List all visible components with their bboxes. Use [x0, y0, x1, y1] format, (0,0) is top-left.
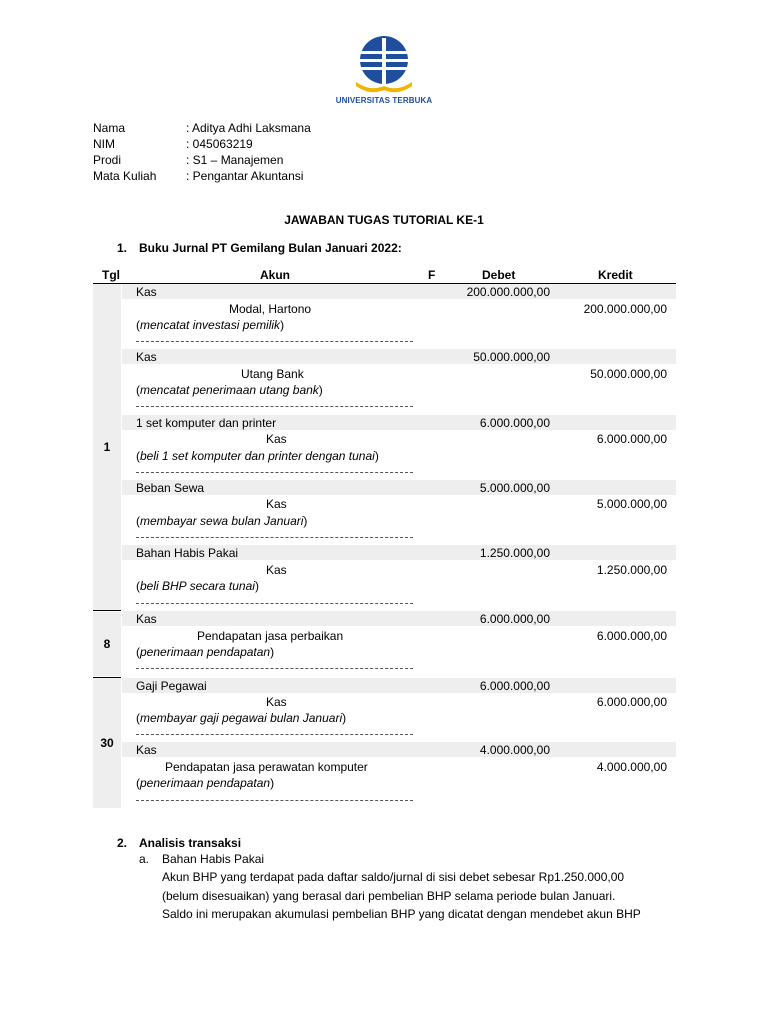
entry-note-text: penerimaan pendapatan [140, 645, 271, 659]
entry-note: (membayar gaji pegawai bulan Januari) [136, 711, 347, 725]
entry-kredit-amount: 6.000.000,00 [596, 629, 667, 643]
entry-credit-account: Modal, Hartono [229, 302, 312, 316]
entry-note: (mencatat penerimaan utang bank) [136, 383, 323, 397]
entry-credit-account: Pendapatan jasa perawatan komputer [165, 760, 368, 774]
entry-separator [136, 800, 413, 801]
entry-note: (beli BHP secara tunai) [136, 579, 259, 593]
paragraph-line: (belum disesuaikan) yang berasal dari pembelian BHP selama periode bulan Januari. [162, 889, 616, 903]
entry-credit-account: Utang Bank [241, 367, 304, 381]
info-label-prodi: Prodi [93, 153, 122, 167]
date-cell: 8 [103, 637, 111, 651]
entry-debit-account: Bahan Habis Pakai [136, 546, 239, 560]
entry-note-text: mencatat investasi pemilik [140, 318, 281, 332]
entry-separator [136, 472, 413, 473]
entry-note-text: membayar gaji pegawai bulan Januari [140, 711, 343, 725]
entry-note: (membayar sewa bulan Januari) [136, 514, 308, 528]
entry-debet-amount: 5.000.000,00 [479, 481, 550, 495]
col-header-akun: Akun [260, 268, 290, 282]
info-label-nama: Nama [93, 121, 126, 135]
entry-debit-account: Kas [136, 612, 157, 626]
entry-note: (penerimaan pendapatan) [136, 645, 275, 659]
entry-credit-account: Pendapatan jasa perbaikan [197, 629, 344, 643]
entry-debet-amount: 200.000.000,00 [466, 285, 550, 299]
subsection-letter: a. [139, 852, 150, 866]
section-1-title: Buku Jurnal PT Gemilang Bulan Januari 2022: [139, 241, 402, 255]
page-title: JAWABAN TUGAS TUTORIAL KE-1 [284, 213, 484, 227]
section-1-number: 1. [117, 241, 128, 255]
logo-text: UNIVERSITAS TERBUKA [335, 96, 433, 105]
row-shade [122, 480, 676, 495]
paragraph-line: Akun BHP yang terdapat pada daftar saldo/jurnal di sisi debet sebesar Rp1.250.000,00 [162, 870, 625, 884]
entry-note-text: beli BHP secara tunai [140, 579, 255, 593]
date-group-divider [93, 610, 121, 611]
entry-separator [136, 668, 413, 669]
entry-debit-account: Kas [136, 285, 157, 299]
entry-kredit-amount: 1.250.000,00 [596, 563, 667, 577]
info-label-nim: NIM [93, 137, 115, 151]
entry-separator [136, 341, 413, 342]
info-value-prodi: : S1 – Manajemen [186, 153, 284, 167]
entry-credit-account: Kas [266, 563, 287, 577]
entry-credit-account: Kas [266, 432, 287, 446]
row-shade [122, 284, 676, 299]
section-2-title: Analisis transaksi [139, 836, 242, 850]
entry-kredit-amount: 6.000.000,00 [596, 432, 667, 446]
info-value-nama: : Aditya Adhi Laksmana [186, 121, 311, 135]
entry-note-text: mencatat penerimaan utang bank [140, 383, 319, 397]
entry-debit-account: Gaji Pegawai [136, 679, 207, 693]
date-cell: 30 [100, 736, 114, 750]
paragraph-line: Saldo ini merupakan akumulasi pembelian BHP yang dicatat dengan mendebet akun BHP [162, 907, 641, 921]
entry-note-text: beli 1 set komputer dan printer dengan tunai [140, 449, 375, 463]
info-value-mata-kuliah: : Pengantar Akuntansi [186, 169, 304, 183]
section-2-number: 2. [117, 836, 128, 850]
entry-kredit-amount: 50.000.000,00 [590, 367, 667, 381]
entry-debet-amount: 6.000.000,00 [479, 612, 550, 626]
entry-debet-amount: 6.000.000,00 [479, 679, 550, 693]
col-header-f: F [428, 268, 436, 282]
entry-note: (penerimaan pendapatan) [136, 776, 275, 790]
entry-credit-account: Kas [266, 695, 287, 709]
date-cell: 1 [103, 440, 111, 454]
entry-separator [136, 734, 413, 735]
entry-debit-account: Kas [136, 350, 157, 364]
col-header-kredit: Kredit [598, 268, 633, 282]
entry-debet-amount: 1.250.000,00 [479, 546, 550, 560]
entry-debet-amount: 6.000.000,00 [479, 416, 550, 430]
row-shade [122, 611, 676, 626]
entry-debit-account: Beban Sewa [136, 481, 205, 495]
entry-separator [136, 603, 413, 604]
info-value-nim: : 045063219 [186, 137, 253, 151]
entry-kredit-amount: 6.000.000,00 [596, 695, 667, 709]
entry-kredit-amount: 4.000.000,00 [596, 760, 667, 774]
entry-note: (mencatat investasi pemilik) [136, 318, 285, 332]
entry-debit-account: 1 set komputer dan printer [136, 416, 277, 430]
date-group-divider [93, 677, 121, 678]
row-shade [122, 349, 676, 364]
entry-debet-amount: 4.000.000,00 [479, 743, 550, 757]
info-label-mata-kuliah: Mata Kuliah [93, 169, 157, 183]
subsection-title: Bahan Habis Pakai [162, 852, 265, 866]
col-header-debet: Debet [482, 268, 516, 282]
entry-debet-amount: 50.000.000,00 [473, 350, 550, 364]
entry-separator [136, 537, 413, 538]
entry-kredit-amount: 200.000.000,00 [583, 302, 667, 316]
col-header-tgl: Tgl [102, 268, 120, 282]
entry-kredit-amount: 5.000.000,00 [596, 497, 667, 511]
entry-note-text: penerimaan pendapatan [140, 776, 271, 790]
entry-separator [136, 406, 413, 407]
entry-debit-account: Kas [136, 743, 157, 757]
row-shade [122, 742, 676, 757]
entry-note-text: membayar sewa bulan Januari [140, 514, 304, 528]
entry-credit-account: Kas [266, 497, 287, 511]
entry-note: (beli 1 set komputer dan printer dengan tunai) [136, 449, 379, 463]
